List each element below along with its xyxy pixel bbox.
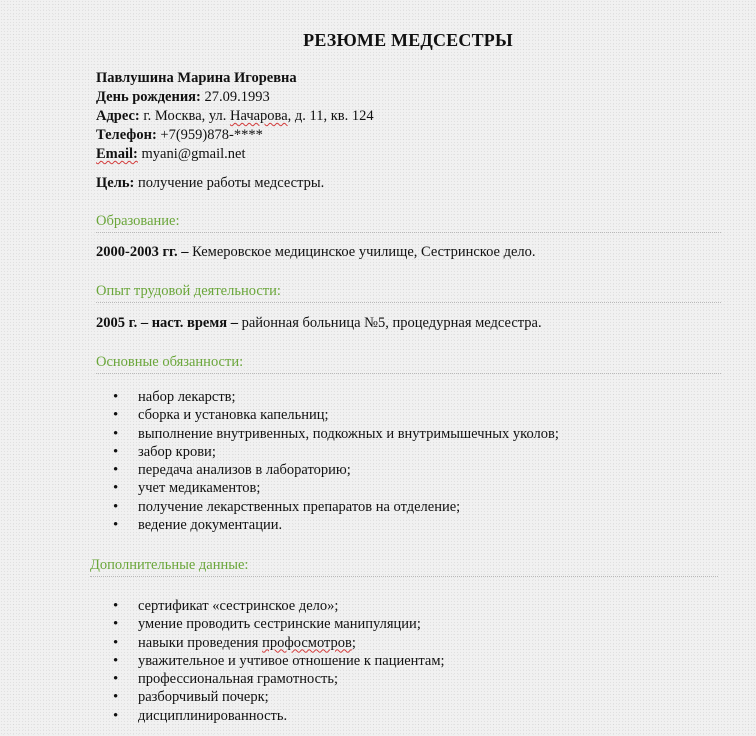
list-item-text: навыки проведения [138, 634, 263, 651]
duties-divider [96, 373, 721, 374]
list-item: • дисциплинированность. [96, 707, 445, 725]
goal-label: Цель: [96, 175, 135, 191]
goal-value: получение работы медсестры. [134, 175, 325, 191]
education-text: Кемеровское медицинское училище, Сестринское дело. [192, 244, 536, 260]
list-item: • передача анализов в лабораторию; [96, 461, 559, 479]
page-title: РЕЗЮМЕ МЕДСЕСТРЫ [303, 30, 513, 50]
phone-row [96, 126, 263, 145]
list-item: • выполнение внутривенных, подкожных и внутримышечных уколов; [96, 425, 559, 443]
list-item: • уважительное и учтивое отношение к пациентам; [96, 652, 445, 670]
list-item: • набор лекарств; [96, 388, 559, 406]
list-item: • забор крови; [96, 443, 559, 461]
list-item-underlined: профосмотров [262, 634, 352, 651]
email-value: myani@gmail.net [137, 146, 246, 162]
list-item: • профессиональная грамотность; [96, 670, 445, 688]
education-heading: Образование: [96, 213, 180, 229]
experience-heading: Опыт трудовой деятельности: [96, 283, 281, 299]
experience-divider [96, 302, 721, 303]
list-item: • ведение документации. [96, 516, 559, 534]
address-label: Адрес: [96, 108, 140, 124]
list-item: • сборка и установка капельниц; [96, 406, 559, 424]
address-row [96, 107, 374, 126]
birth-date-value: 27.09.1993 [200, 89, 270, 105]
experience-dash: – [227, 315, 242, 331]
phone-label: Телефон: [96, 127, 157, 143]
list-item: • учет медикаментов; [96, 479, 559, 497]
goal-row [96, 174, 324, 193]
list-item-tail: ; [351, 634, 356, 651]
list-item [96, 634, 445, 652]
address-value-pre: г. Москва, ул. [139, 108, 230, 124]
experience-period: 2005 г. – наст. время [96, 315, 228, 331]
experience-text: районная больница №5, процедурная медсестра. [241, 315, 542, 331]
additional-list [96, 597, 445, 725]
duties-list [96, 388, 559, 534]
email-row [96, 145, 245, 164]
phone-value: +7(959)878-**** [156, 127, 263, 143]
list-item: • сертификат «сестринское дело»; [96, 597, 445, 615]
experience-row [96, 314, 542, 333]
education-dash: – [177, 244, 193, 260]
duties-heading: Основные обязанности: [96, 354, 244, 370]
birth-date-label: День рождения: [96, 89, 201, 105]
address-street: Начарова [230, 108, 288, 124]
education-divider [96, 232, 721, 233]
birth-date-row [96, 88, 270, 107]
list-item: • разборчивый почерк; [96, 688, 445, 706]
education-period: 2000-2003 гг. [96, 244, 178, 260]
address-value-post: , д. 11, кв. 124 [287, 108, 374, 124]
list-item: • умение проводить сестринские манипуляции; [96, 615, 445, 633]
full-name: Павлушина Марина Игоревна [96, 70, 297, 86]
additional-divider [90, 576, 718, 577]
additional-heading: Дополнительные данные: [90, 557, 249, 573]
education-row [96, 243, 536, 262]
list-item: • получение лекарственных препаратов на отделение; [96, 498, 559, 516]
email-label: Email: [96, 146, 138, 162]
